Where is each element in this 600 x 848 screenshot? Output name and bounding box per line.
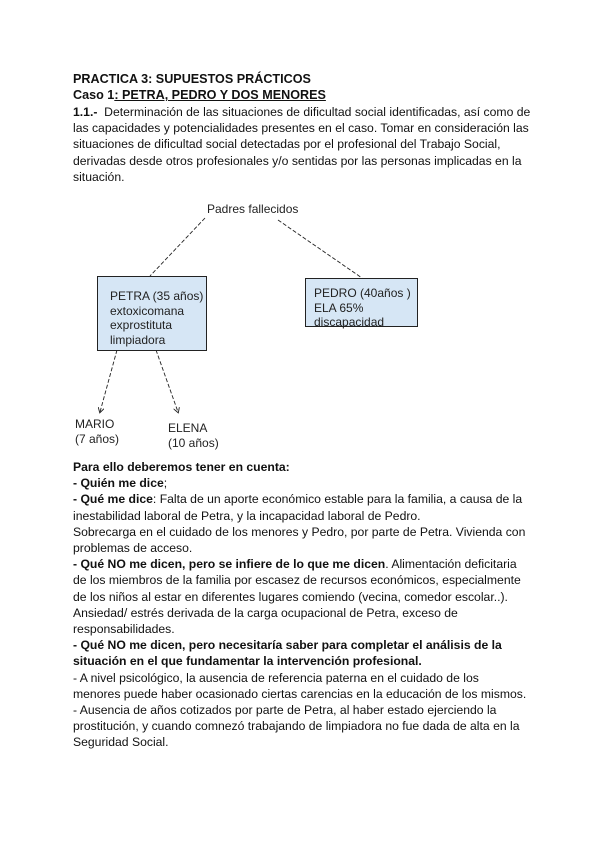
analysis-section <box>73 459 528 751</box>
quien-suffix: ; <box>163 476 168 491</box>
elena-node <box>168 421 219 450</box>
necesitaria-line: situación en el que fundamentar la intervención profesional. <box>73 654 422 669</box>
que-label: - Qué me dice <box>73 492 153 507</box>
petra-line: limpiadora <box>110 332 166 347</box>
petra-line: extoxicomana <box>110 303 185 318</box>
case-prefix: Caso 1 <box>73 88 115 102</box>
pedro-line: discapacidad <box>314 315 385 329</box>
connector-parents-pedro <box>278 220 362 278</box>
que-text: : Falta de un aporte económico estable para la familia, a causa de la <box>152 492 523 507</box>
mario-node <box>75 417 119 446</box>
elena-name: ELENA <box>168 421 208 435</box>
final-line: Seguridad Social. <box>73 735 169 750</box>
infiere-line: de los niños al estar en diferentes lugares comiendo (vecina, comedor escolar..). <box>73 589 508 604</box>
case-name: : PETRA, PEDRO Y DOS MENORES <box>114 88 326 102</box>
connector-petra-elena <box>156 350 178 412</box>
section-1-1-line-4: derivadas desde otros profesionales y/o sentidas por las personas implicadas en la <box>73 153 522 168</box>
section-number: 1.1.- <box>73 105 98 119</box>
analysis-intro: Para ello deberemos tener en cuenta: <box>73 460 290 474</box>
mario-age: (7 años) <box>75 431 120 446</box>
que-line: problemas de acceso. <box>73 541 193 556</box>
elena-age: (10 años) <box>168 435 219 450</box>
pedro-line: ELA 65% <box>314 300 364 315</box>
infiere-line <box>73 556 528 572</box>
section-1-1-line-2: las capacidades y potencialidades presentes en el caso. Tomar en consideración las <box>73 121 529 136</box>
quien-label: - Quién me dice <box>73 476 164 491</box>
necesitaria-line: - Qué NO me dicen, pero necesitaría saber para completar el análisis de la <box>73 638 502 653</box>
connector-parents-petra <box>150 218 205 276</box>
connector-petra-mario <box>100 350 117 412</box>
practice-title: PRACTICA 3: SUPUESTOS PRÁCTICOS <box>73 72 311 86</box>
section-line-text: Determinación de las situaciones de dificultad social identificadas, así como de <box>104 105 531 119</box>
pedro-box <box>305 278 418 327</box>
petra-box <box>97 276 207 351</box>
mario-name: MARIO <box>75 417 115 431</box>
infiere-label: - Qué NO me dicen, pero se infiere de lo que me dicen <box>73 557 386 572</box>
final-line: menores puede haber ocasionado ciertas carencias en la educación de los mismos. <box>73 686 527 701</box>
final-line: prostitución, y cuando comnezó trabajando de limpiadora no fue dada de alta en la <box>73 719 520 734</box>
infiere-text: . Alimentación deficitaria <box>385 557 517 572</box>
infiere-line: responsabilidades. <box>73 622 175 637</box>
section-1-1-line-5: situación. <box>73 169 125 184</box>
infiere-line: de los miembros de la familia por escasez de recursos económicos, especialmente <box>73 573 521 588</box>
section-1-1-line-3: situaciones de dificultad social detectadas por el profesional del Trabajo Social, <box>73 137 501 152</box>
que-line: inestabilidad laboral de Petra, y la incapacidad laboral de Pedro. <box>73 508 421 523</box>
pedro-line: PEDRO (40años ) <box>314 286 411 300</box>
petra-line: PETRA (35 años) <box>110 289 204 303</box>
que-line: Sobrecarga en el cuidado de los menores y Pedro, por parte de Petra. Vivienda con <box>73 524 526 539</box>
final-line: - A nivel psicológico, la ausencia de referencia paterna en el cuidado de los <box>73 670 479 685</box>
quien-line <box>73 475 528 491</box>
que-line <box>73 491 528 507</box>
parents-label: Padres fallecidos <box>207 202 299 216</box>
final-line: - Ausencia de años cotizados por parte de Petra, al haber estado ejerciendo la <box>73 703 497 718</box>
infiere-line: Ansiedad/ estrés derivada de la carga ocupacional de Petra, exceso de <box>73 605 458 620</box>
petra-line: exprostituta <box>110 318 173 332</box>
